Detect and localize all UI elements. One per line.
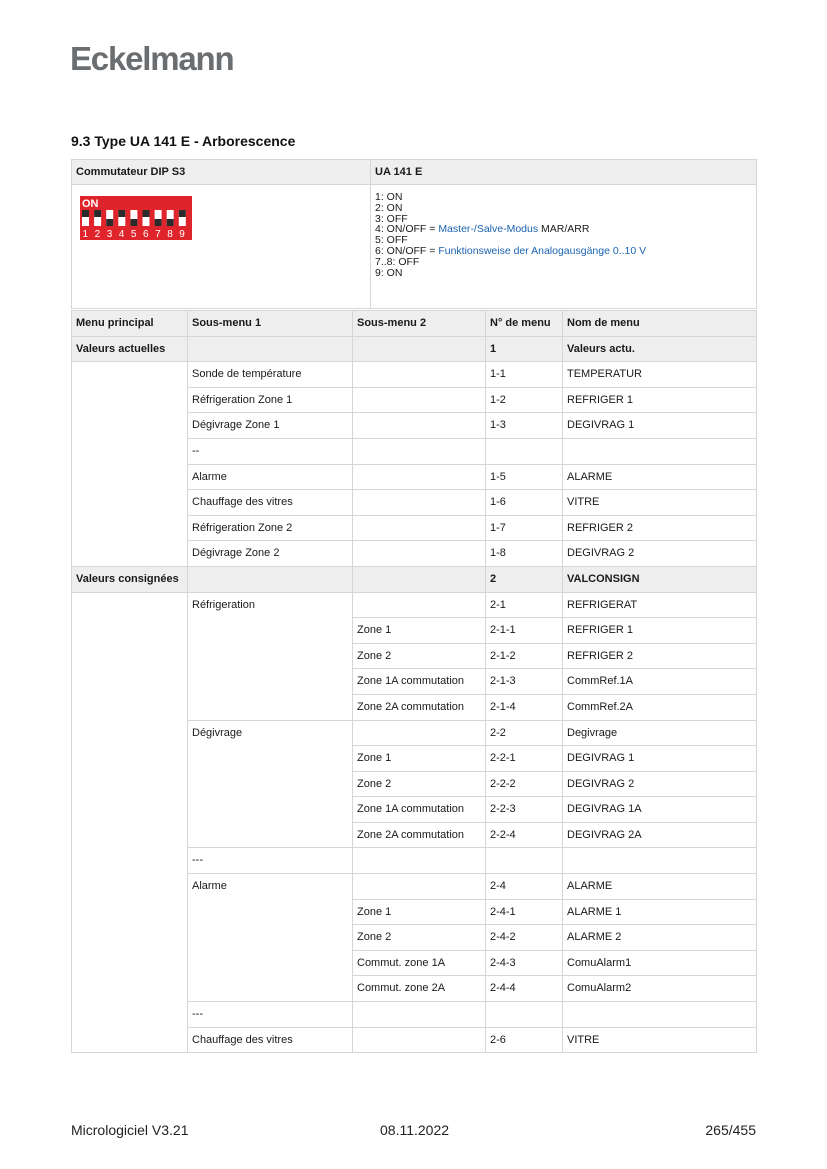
menu-name: ALARME 1 bbox=[563, 899, 757, 925]
menu-number: 1-6 bbox=[486, 490, 563, 516]
table-header-row bbox=[72, 311, 757, 337]
submenu2-label: Zone 1A commutation bbox=[353, 669, 486, 695]
menu-name: CommRef.1A bbox=[563, 669, 757, 695]
dip-switch-lever bbox=[82, 210, 89, 217]
menu-number: 2-1-3 bbox=[486, 669, 563, 695]
menu-name: REFRIGERAT bbox=[563, 592, 757, 618]
submenu2-label: Zone 1 bbox=[353, 899, 486, 925]
submenu1-label: --- bbox=[188, 848, 353, 874]
submenu2-label bbox=[353, 515, 486, 541]
submenu2-label: Zone 1 bbox=[353, 618, 486, 644]
empty-cell bbox=[353, 874, 486, 900]
menu-name: Valeurs actu. bbox=[563, 336, 757, 362]
dip-switch-number: 1 bbox=[82, 229, 89, 240]
config-text: 4: ON/OFF = bbox=[375, 223, 439, 236]
menu-name: ALARME 2 bbox=[563, 925, 757, 951]
main-menu-label: Valeurs actuelles bbox=[72, 336, 188, 362]
submenu2-label bbox=[353, 387, 486, 413]
dip-switch-lever bbox=[94, 210, 101, 217]
menu-tree-table bbox=[71, 310, 757, 1053]
dip-switch-lever bbox=[143, 210, 150, 217]
dip-switch-lever bbox=[118, 210, 125, 217]
menu-number: 2-1-2 bbox=[486, 643, 563, 669]
company-logo: Eckelmann bbox=[70, 40, 234, 77]
dip-config-line: 7..8: OFF bbox=[375, 255, 420, 268]
table-row bbox=[72, 362, 757, 388]
submenu2-label bbox=[353, 438, 486, 464]
dip-config-line: 9: ON bbox=[375, 266, 403, 279]
empty-cell bbox=[563, 848, 757, 874]
menu-name: REFRIGER 1 bbox=[563, 618, 757, 644]
dip-switch-lever bbox=[179, 210, 186, 217]
empty-cell bbox=[353, 336, 486, 362]
menu-name: DEGIVRAG 2 bbox=[563, 771, 757, 797]
menu-number: 1-2 bbox=[486, 387, 563, 413]
submenu1-label: Réfrigeration bbox=[188, 592, 353, 720]
dip-header-switch: Commutateur DIP S3 bbox=[72, 160, 371, 185]
dip-config-line: 3: OFF bbox=[375, 212, 408, 225]
dip-switch-lever bbox=[167, 219, 174, 226]
master-slave-link[interactable]: Master-/Salve-Modus bbox=[438, 223, 539, 236]
menu-number: 2-1-4 bbox=[486, 694, 563, 720]
menu-name: REFRIGER 1 bbox=[563, 387, 757, 413]
submenu1-label: Réfrigeration Zone 1 bbox=[188, 387, 353, 413]
dip-switch-lever bbox=[155, 219, 162, 226]
menu-name: VITRE bbox=[563, 490, 757, 516]
empty-cell bbox=[353, 1027, 486, 1053]
column-header: Sous-menu 2 bbox=[353, 311, 486, 337]
empty-cell bbox=[72, 362, 188, 567]
dip-header-device: UA 141 E bbox=[371, 160, 757, 185]
dip-switch-number: 7 bbox=[155, 229, 161, 240]
submenu1-label: Dégivrage bbox=[188, 720, 353, 848]
empty-cell bbox=[353, 592, 486, 618]
dip-switch-number: 3 bbox=[106, 229, 113, 240]
dip-on-label: ON bbox=[82, 198, 99, 210]
menu-number: 2-2-4 bbox=[486, 822, 563, 848]
submenu1-label: Chauffage des vitres bbox=[188, 490, 353, 516]
menu-number: 1 bbox=[486, 336, 563, 362]
submenu2-label: Zone 1 bbox=[353, 746, 486, 772]
menu-number: 2 bbox=[486, 566, 563, 592]
empty-cell bbox=[72, 592, 188, 1053]
submenu1-label: Alarme bbox=[188, 874, 353, 1002]
menu-name: VALCONSIGN bbox=[563, 566, 757, 592]
empty-cell bbox=[353, 1002, 486, 1028]
menu-name: REFRIGER 2 bbox=[563, 643, 757, 669]
menu-number: 2-2-1 bbox=[486, 746, 563, 772]
submenu2-label: Zone 2 bbox=[353, 643, 486, 669]
menu-name: Degivrage bbox=[563, 720, 757, 746]
dip-switch-cell bbox=[72, 185, 371, 309]
section-title: 9.3 Type UA 141 E - Arborescence bbox=[71, 133, 296, 149]
menu-name: TEMPERATUR bbox=[563, 362, 757, 388]
menu-number: 2-2 bbox=[486, 720, 563, 746]
submenu1-label: Sonde de température bbox=[188, 362, 353, 388]
main-menu-row bbox=[72, 336, 757, 362]
dip-config-cell bbox=[371, 185, 757, 309]
dip-switch-lever bbox=[106, 219, 113, 226]
empty-cell bbox=[486, 848, 563, 874]
menu-name: DEGIVRAG 2 bbox=[563, 541, 757, 567]
menu-name: DEGIVRAG 1A bbox=[563, 797, 757, 823]
empty-cell bbox=[353, 720, 486, 746]
submenu1-label: Alarme bbox=[188, 464, 353, 490]
dip-switch-number: 4 bbox=[118, 229, 125, 240]
empty-cell bbox=[353, 566, 486, 592]
dip-switch-table bbox=[71, 159, 757, 309]
submenu2-label: Commut. zone 2A bbox=[353, 976, 486, 1002]
submenu1-label: Dégivrage Zone 1 bbox=[188, 413, 353, 439]
menu-name: ComuAlarm1 bbox=[563, 950, 757, 976]
menu-name: CommRef.2A bbox=[563, 694, 757, 720]
config-text: 6: ON/OFF = bbox=[375, 244, 439, 257]
dip-switch-lever bbox=[130, 219, 137, 226]
submenu2-label bbox=[353, 490, 486, 516]
menu-name: DEGIVRAG 1 bbox=[563, 746, 757, 772]
menu-number: 2-4-1 bbox=[486, 899, 563, 925]
main-menu-row bbox=[72, 566, 757, 592]
menu-number: 1-8 bbox=[486, 541, 563, 567]
menu-number: 1-5 bbox=[486, 464, 563, 490]
menu-name: ALARME bbox=[563, 464, 757, 490]
menu-name: REFRIGER 2 bbox=[563, 515, 757, 541]
submenu2-label bbox=[353, 541, 486, 567]
column-header: Sous-menu 1 bbox=[188, 311, 353, 337]
menu-number: 2-4-2 bbox=[486, 925, 563, 951]
column-header: Nom de menu bbox=[563, 311, 757, 337]
empty-cell bbox=[353, 848, 486, 874]
submenu2-label: Commut. zone 1A bbox=[353, 950, 486, 976]
dip-switch-illustration bbox=[80, 196, 192, 240]
dip-config-line bbox=[375, 246, 752, 257]
menu-name bbox=[563, 438, 757, 464]
menu-number: 2-4-3 bbox=[486, 950, 563, 976]
submenu1-label: Dégivrage Zone 2 bbox=[188, 541, 353, 567]
menu-number: 2-4 bbox=[486, 874, 563, 900]
menu-number: 2-2-2 bbox=[486, 771, 563, 797]
dip-switch-number: 6 bbox=[143, 229, 149, 240]
menu-name: DEGIVRAG 1 bbox=[563, 413, 757, 439]
menu-number: 2-6 bbox=[486, 1027, 563, 1053]
footer-firmware: Micrologiciel V3.21 bbox=[71, 1122, 189, 1138]
menu-name: ComuAlarm2 bbox=[563, 976, 757, 1002]
menu-number bbox=[486, 438, 563, 464]
menu-name: VITRE bbox=[563, 1027, 757, 1053]
menu-number: 1-1 bbox=[486, 362, 563, 388]
menu-number: 1-3 bbox=[486, 413, 563, 439]
menu-number: 2-1-1 bbox=[486, 618, 563, 644]
config-text: MAR/ARR bbox=[538, 223, 590, 236]
empty-cell bbox=[188, 566, 353, 592]
submenu1-label: Réfrigeration Zone 2 bbox=[188, 515, 353, 541]
menu-name: ALARME bbox=[563, 874, 757, 900]
dip-switch-number: 5 bbox=[130, 229, 137, 240]
empty-cell bbox=[188, 336, 353, 362]
dip-config-line: 2: ON bbox=[375, 201, 403, 214]
menu-number: 2-1 bbox=[486, 592, 563, 618]
empty-cell bbox=[563, 1002, 757, 1028]
submenu1-label: --- bbox=[188, 1002, 353, 1028]
submenu2-label bbox=[353, 362, 486, 388]
submenu2-label: Zone 1A commutation bbox=[353, 797, 486, 823]
dip-config-line bbox=[375, 224, 752, 235]
submenu1-label: Chauffage des vitres bbox=[188, 1027, 353, 1053]
menu-number: 1-7 bbox=[486, 515, 563, 541]
footer-page-number: 265/455 bbox=[705, 1122, 756, 1138]
analog-outputs-link[interactable]: Funktionsweise der Analogausgänge 0..10 V bbox=[438, 244, 647, 257]
footer-date: 08.11.2022 bbox=[380, 1122, 450, 1138]
submenu2-label: Zone 2A commutation bbox=[353, 822, 486, 848]
submenu2-label bbox=[353, 413, 486, 439]
dip-config-line: 1: ON bbox=[375, 191, 403, 203]
submenu2-label: Zone 2 bbox=[353, 925, 486, 951]
menu-number: 2-4-4 bbox=[486, 976, 563, 1002]
dip-switch-number: 9 bbox=[179, 229, 185, 240]
submenu1-label: -- bbox=[188, 438, 353, 464]
dip-config-line: 5: OFF bbox=[375, 234, 408, 247]
main-menu-label: Valeurs consignées bbox=[72, 566, 188, 592]
table-row bbox=[72, 592, 757, 618]
column-header: N° de menu bbox=[486, 311, 563, 337]
dip-switch-number: 8 bbox=[167, 229, 173, 240]
empty-cell bbox=[486, 1002, 563, 1028]
submenu2-label: Zone 2 bbox=[353, 771, 486, 797]
menu-number: 2-2-3 bbox=[486, 797, 563, 823]
dip-switch-number: 2 bbox=[94, 229, 101, 240]
menu-name: DEGIVRAG 2A bbox=[563, 822, 757, 848]
submenu2-label bbox=[353, 464, 486, 490]
submenu2-label: Zone 2A commutation bbox=[353, 694, 486, 720]
column-header: Menu principal bbox=[72, 311, 188, 337]
